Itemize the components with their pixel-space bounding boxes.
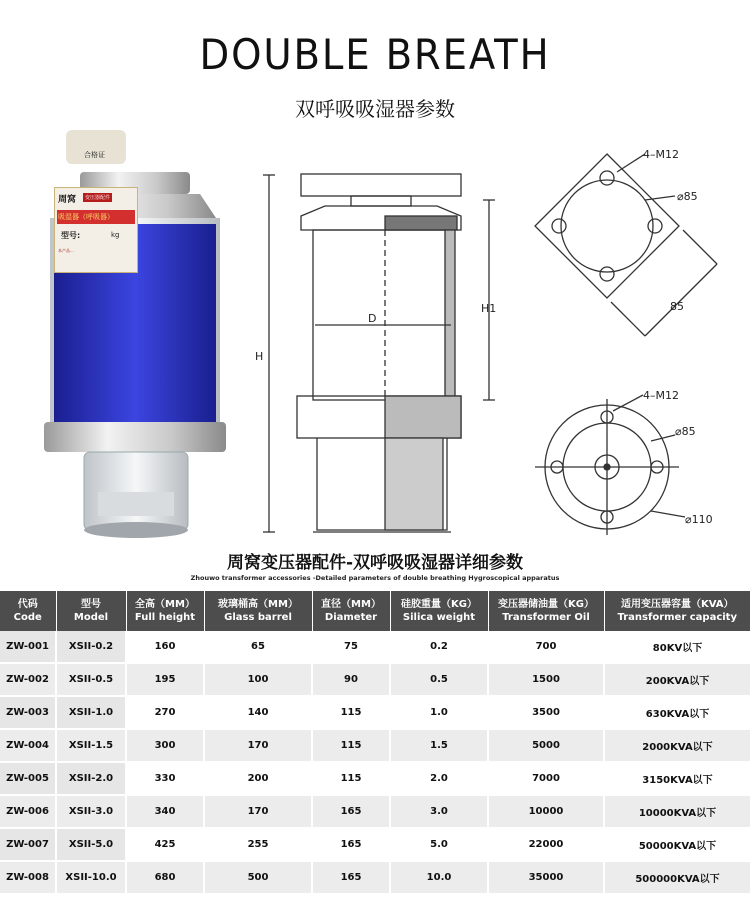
table-cell: 10000 xyxy=(488,795,604,828)
sub-title: 双呼吸吸湿器参数 xyxy=(295,97,455,121)
table-cell: 100 xyxy=(204,663,312,696)
label-fine-print: 本产品... xyxy=(58,248,74,253)
table-cell: ZW-002 xyxy=(0,663,56,696)
column-header-cn: 适用变压器容量（KVA） xyxy=(620,599,734,610)
table-row xyxy=(0,631,750,663)
table-cell: 165 xyxy=(312,861,390,894)
top-bolt-label: 4–M12 xyxy=(643,148,679,161)
table-cell: ZW-001 xyxy=(0,631,56,663)
column-header xyxy=(312,591,390,631)
label-brand: 周窝 xyxy=(58,195,77,205)
column-header xyxy=(390,591,488,631)
top-circle-label: ⌀85 xyxy=(677,190,698,203)
table-cell: 90 xyxy=(312,663,390,696)
table-cell: 340 xyxy=(126,795,204,828)
column-header-cn: 全高（MM） xyxy=(135,599,195,610)
column-header-en: Transformer Oil xyxy=(502,612,590,623)
column-header xyxy=(204,591,312,631)
table-cell: XSII-10.0 xyxy=(56,861,126,894)
table-cell: 50000KVA以下 xyxy=(604,828,750,861)
table-cell: 160 xyxy=(126,631,204,663)
spec-table xyxy=(0,591,750,895)
table-cell: 170 xyxy=(204,729,312,762)
column-header-cn: 型号 xyxy=(81,599,101,610)
table-cell: 165 xyxy=(312,828,390,861)
table-cell: 500000KVA以下 xyxy=(604,861,750,894)
table-cell: 2.0 xyxy=(390,762,488,795)
table-cell: ZW-006 xyxy=(0,795,56,828)
table-cell: 255 xyxy=(204,828,312,861)
column-header-en: Silica weight xyxy=(402,612,476,623)
table-cell: 1.5 xyxy=(390,729,488,762)
column-header-en: Glass barrel xyxy=(224,612,292,623)
column-header-en: Transformer capacity xyxy=(617,612,737,623)
table-row xyxy=(0,762,750,795)
table-cell: 300 xyxy=(126,729,204,762)
table-cell: 75 xyxy=(312,631,390,663)
label-tag: 变压器配件 xyxy=(85,195,111,201)
table-row xyxy=(0,663,750,696)
table-cell: XSII-3.0 xyxy=(56,795,126,828)
column-header-cn: 代码 xyxy=(17,599,38,610)
table-cell: 2000KVA以下 xyxy=(604,729,750,762)
table-cell: 0.2 xyxy=(390,631,488,663)
column-header-en: Code xyxy=(13,612,42,623)
section-subtitle: Zhouwo transformer accessories -Detailed parameters of double breathing Hygroscopical apparatus xyxy=(190,574,560,582)
table-cell: 115 xyxy=(312,696,390,729)
top-side-label: 85 xyxy=(670,300,684,313)
table-cell: 3.0 xyxy=(390,795,488,828)
column-header-en: Full height xyxy=(134,612,196,623)
table-row xyxy=(0,828,750,861)
table-cell: 115 xyxy=(312,762,390,795)
table-cell: ZW-008 xyxy=(0,861,56,894)
certificate-badge xyxy=(66,130,126,164)
table-cell: 5000 xyxy=(488,729,604,762)
table-cell: 700 xyxy=(488,631,604,663)
column-header xyxy=(126,591,204,631)
bottom-outer-label: ⌀110 xyxy=(685,513,713,526)
table-cell: ZW-004 xyxy=(0,729,56,762)
table-cell: 5.0 xyxy=(390,828,488,861)
column-header xyxy=(488,591,604,631)
table-cell: 115 xyxy=(312,729,390,762)
table-cell: 1500 xyxy=(488,663,604,696)
table-cell: 680 xyxy=(126,861,204,894)
table-row xyxy=(0,729,750,762)
table-cell: XSII-5.0 xyxy=(56,828,126,861)
column-header-cn: 直径（MM） xyxy=(321,599,381,610)
table-cell: XSII-1.0 xyxy=(56,696,126,729)
table-cell: 330 xyxy=(126,762,204,795)
table-row xyxy=(0,861,750,894)
table-row xyxy=(0,696,750,729)
column-header-cn: 变压器储油量（KG） xyxy=(498,599,594,610)
cert-text: 合格证 xyxy=(84,151,105,159)
dim-d-label: D xyxy=(368,312,377,325)
table-cell: 65 xyxy=(204,631,312,663)
table-cell: 630KVA以下 xyxy=(604,696,750,729)
dim-h-label: H xyxy=(255,350,264,363)
bottom-bolt-label: 4–M12 xyxy=(643,389,679,402)
label-unit: kg xyxy=(111,231,120,239)
table-cell: 170 xyxy=(204,795,312,828)
table-cell: 270 xyxy=(126,696,204,729)
table-cell: 35000 xyxy=(488,861,604,894)
table-cell: 500 xyxy=(204,861,312,894)
column-header-cn: 硅胶重量（KG） xyxy=(401,599,477,610)
bottom-view-drawing xyxy=(525,385,735,545)
table-row xyxy=(0,795,750,828)
spec-table-body xyxy=(0,631,750,894)
table-cell: 425 xyxy=(126,828,204,861)
column-header xyxy=(56,591,126,631)
header-row xyxy=(0,591,750,631)
bottom-inner-label: ⌀85 xyxy=(675,425,696,438)
section-title: 周窝变压器配件-双呼吸吸湿器详细参数 xyxy=(226,553,524,573)
top-view-drawing xyxy=(525,140,735,350)
table-cell: 3500 xyxy=(488,696,604,729)
dim-h1-label: H1 xyxy=(481,302,497,315)
table-cell: 200KVA以下 xyxy=(604,663,750,696)
table-cell: XSII-0.5 xyxy=(56,663,126,696)
table-cell: ZW-007 xyxy=(0,828,56,861)
column-header xyxy=(604,591,750,631)
table-cell: 7000 xyxy=(488,762,604,795)
column-header-en: Diameter xyxy=(324,612,378,623)
column-header-cn: 玻璃桶高（MM） xyxy=(218,599,298,610)
column-header-en: Model xyxy=(73,612,109,623)
table-cell: 10000KVA以下 xyxy=(604,795,750,828)
table-cell: 195 xyxy=(126,663,204,696)
column-header xyxy=(0,591,56,631)
table-cell: 0.5 xyxy=(390,663,488,696)
label-product-name: 吸湿器（呼吸器） xyxy=(57,210,135,224)
table-cell: 165 xyxy=(312,795,390,828)
main-title: DOUBLE BREATH xyxy=(199,30,551,79)
table-cell: ZW-005 xyxy=(0,762,56,795)
side-section-drawing xyxy=(255,160,505,540)
table-cell: ZW-003 xyxy=(0,696,56,729)
table-cell: XSII-2.0 xyxy=(56,762,126,795)
table-cell: XSII-1.5 xyxy=(56,729,126,762)
table-cell: 140 xyxy=(204,696,312,729)
table-cell: 80KV以下 xyxy=(604,631,750,663)
table-cell: XSII-0.2 xyxy=(56,631,126,663)
spec-table-header xyxy=(0,591,750,631)
product-label-card xyxy=(54,187,138,273)
table-cell: 1.0 xyxy=(390,696,488,729)
table-cell: 22000 xyxy=(488,828,604,861)
table-cell: 10.0 xyxy=(390,861,488,894)
table-cell: 200 xyxy=(204,762,312,795)
label-model: 型号: xyxy=(61,231,81,240)
table-cell: 3150KVA以下 xyxy=(604,762,750,795)
